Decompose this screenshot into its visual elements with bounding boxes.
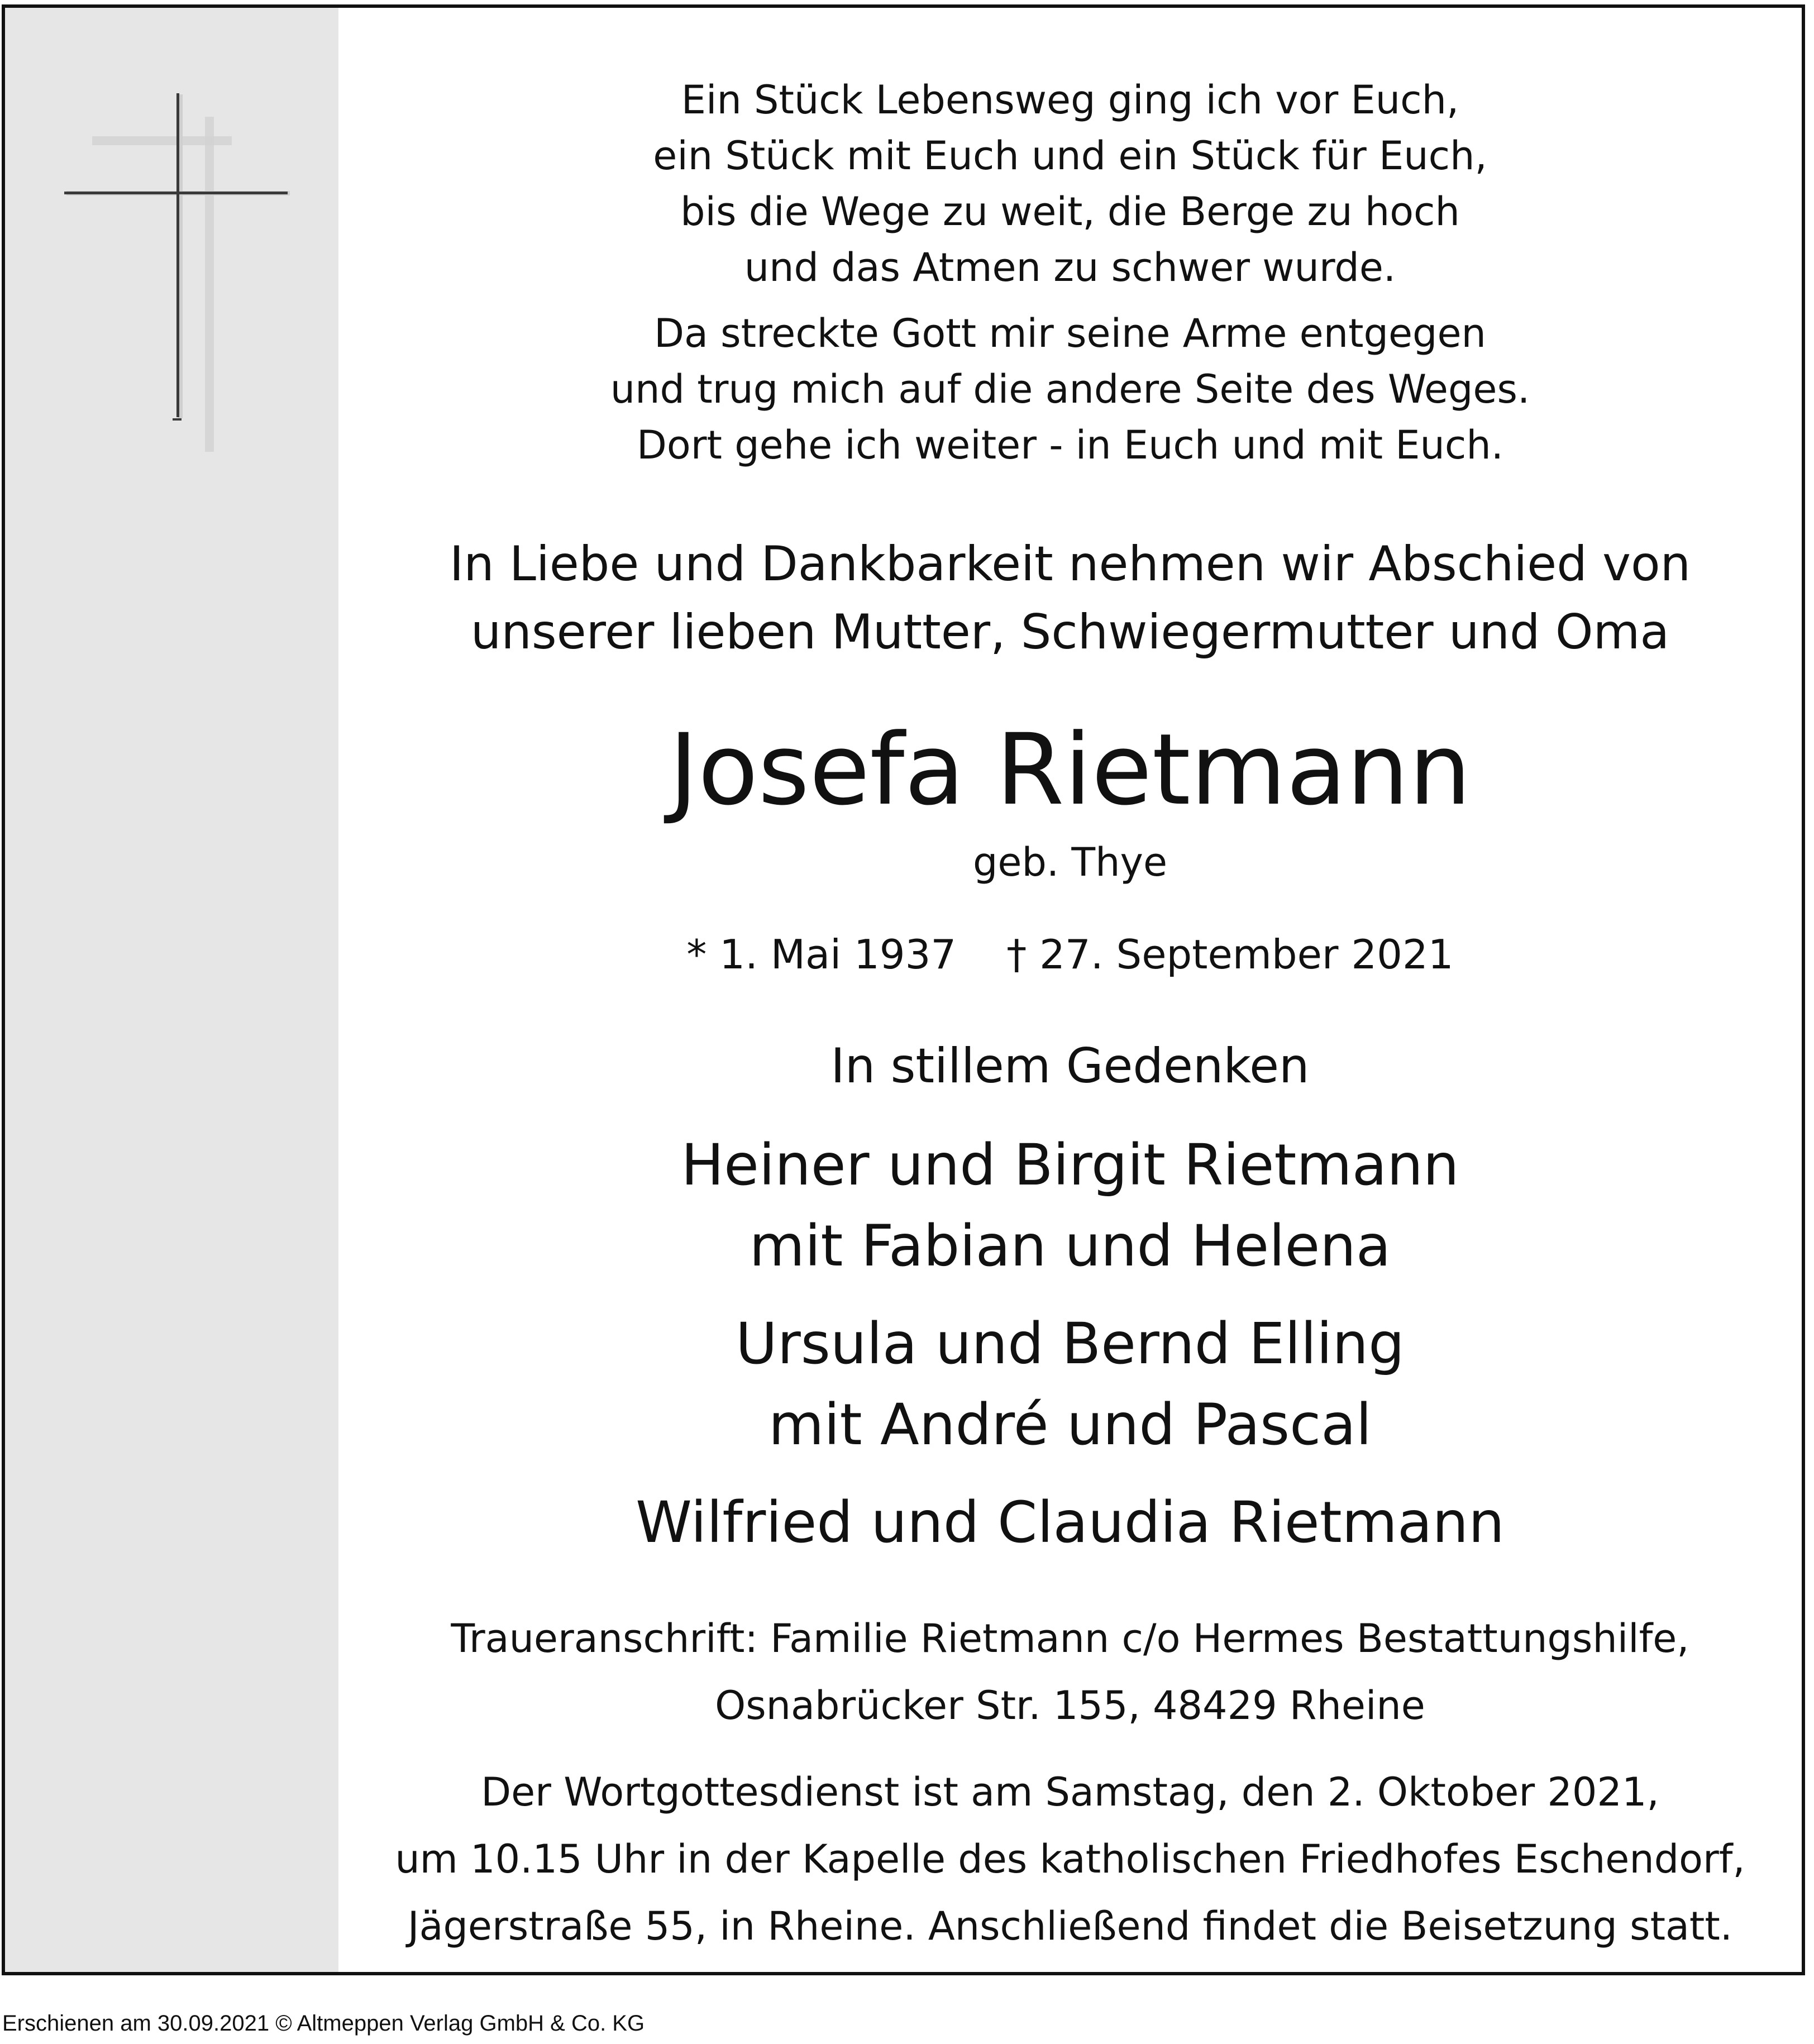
death-date: † 27. September 2021 xyxy=(1006,931,1454,978)
publication-footer: Erschienen am 30.09.2021 © Altmeppen Verlag GmbH & Co. KG xyxy=(2,2011,645,2036)
poem-line: Dort gehe ich weiter - in Euch und mit Euch. xyxy=(637,422,1503,468)
poem-line: ein Stück mit Euch und ein Stück für Euch, xyxy=(653,133,1487,179)
mourner-family xyxy=(338,1482,1802,1563)
obituary-content xyxy=(338,8,1802,1972)
mourner-family xyxy=(338,1125,1802,1287)
remembrance-heading: In stillem Gedenken xyxy=(830,1038,1310,1094)
mourners-list xyxy=(338,1125,1802,1580)
address-line: Osnabrücker Str. 155, 48429 Rheine xyxy=(715,1683,1425,1728)
mourner-line: mit Fabian und Helena xyxy=(749,1213,1391,1279)
poem-line: Da streckte Gott mir seine Arme entgegen xyxy=(654,311,1486,356)
poem-stanza-2 xyxy=(338,305,1802,473)
deceased-name: Josefa Rietmann xyxy=(669,713,1472,827)
obituary-frame xyxy=(2,4,1805,1975)
poem-line: und das Atmen zu schwer wurde. xyxy=(744,245,1396,290)
service-line: Jägerstraße 55, in Rheine. Anschließend findet die Beisetzung statt. xyxy=(407,1903,1733,1949)
mourner-line: mit André und Pascal xyxy=(768,1392,1372,1458)
poem-line: bis die Wege zu weit, die Berge zu hoch xyxy=(680,189,1460,235)
sidebar-panel xyxy=(5,8,338,1972)
mourning-address xyxy=(338,1605,1802,1739)
poem-stanza-1 xyxy=(338,72,1802,295)
address-line: Traueranschrift: Familie Rietmann c/o Hermes Bestattungshilfe, xyxy=(451,1616,1689,1661)
service-line: Der Wortgottesdienst ist am Samstag, den 2. Oktober 2021, xyxy=(481,1769,1659,1815)
service-line: um 10.15 Uhr in der Kapelle des katholischen Friedhofes Eschendorf, xyxy=(395,1836,1745,1882)
cross-icon xyxy=(61,89,295,457)
poem-line: Ein Stück Lebensweg ging ich vor Euch, xyxy=(681,77,1459,123)
poem xyxy=(338,72,1802,473)
service-info xyxy=(338,1759,1802,1960)
mourner-line: Wilfried und Claudia Rietmann xyxy=(636,1489,1505,1556)
mourner-line: Heiner und Birgit Rietmann xyxy=(681,1132,1459,1198)
mourner-line: Ursula und Bernd Elling xyxy=(736,1311,1405,1377)
intro-line: unserer lieben Mutter, Schwiegermutter und Oma xyxy=(470,604,1670,660)
intro-line: In Liebe und Dankbarkeit nehmen wir Abschied von xyxy=(449,536,1691,592)
life-dates xyxy=(338,927,1802,982)
mourner-family xyxy=(338,1303,1802,1465)
poem-line: und trug mich auf die andere Seite des Weges. xyxy=(610,366,1530,412)
birth-name: geb. Thye xyxy=(972,839,1168,885)
farewell-intro xyxy=(338,530,1802,666)
birth-date: * 1. Mai 1937 xyxy=(686,931,957,978)
